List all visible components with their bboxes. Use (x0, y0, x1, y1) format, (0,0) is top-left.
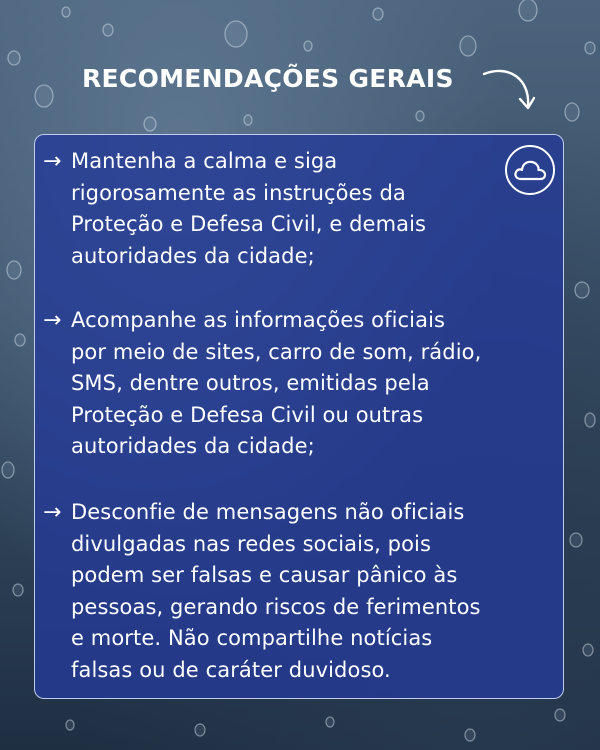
arrow-right-icon: → (43, 500, 62, 525)
page-title: RECOMENDAÇÕES GERAIS (82, 64, 454, 93)
arrow-right-icon: → (43, 308, 62, 333)
recommendation-item (43, 146, 543, 272)
curved-arrow-icon (480, 66, 542, 122)
recommendations-card (34, 134, 564, 699)
recommendation-text: Desconfie de mensagens não oficiais divulgadas nas redes sociais, pois podem ser falsas e causar pânico às pessoas, gerando riscos de ferimentos e morte. Não compartilhe notícias falsas ou de caráter duvidoso. (71, 500, 481, 682)
recommendation-item (43, 497, 543, 686)
recommendation-item (43, 305, 543, 463)
recommendation-text: Acompanhe as informações oficiais por meio de sites, carro de som, rádio, SMS, dentre outros, emitidas pela Proteção e Defesa Civil ou outras autoridades da cidade; (71, 308, 482, 458)
arrow-right-icon: → (43, 149, 62, 174)
recommendation-text: Mantenha a calma e siga rigorosamente as instruções da Proteção e Defesa Civil, e demais autoridades da cidade; (71, 149, 427, 268)
